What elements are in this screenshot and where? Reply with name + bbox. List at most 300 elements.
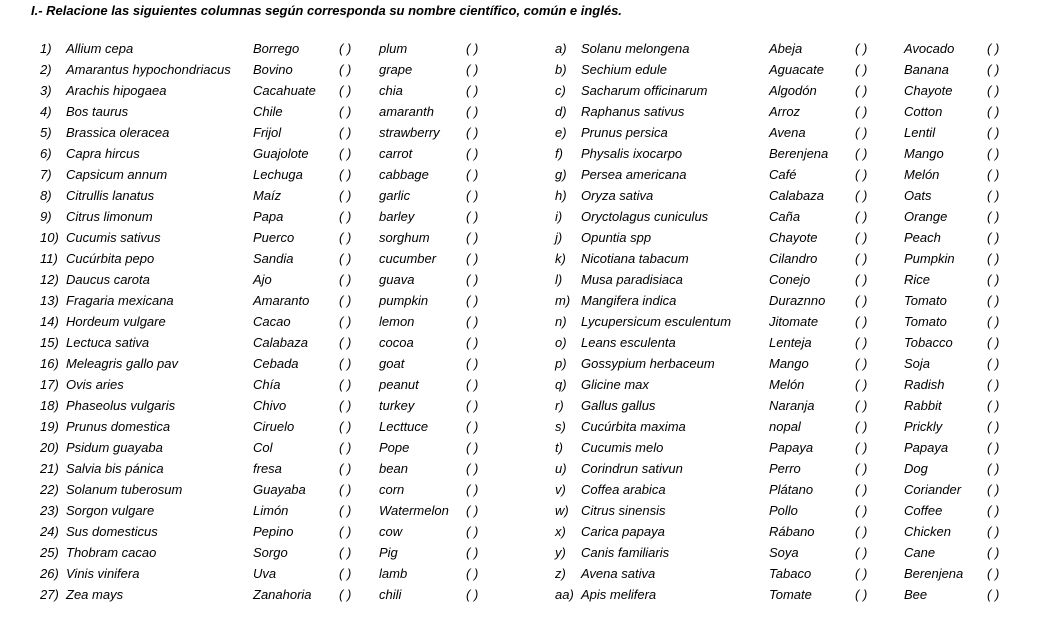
scientific-name: Citrus limonum [66, 209, 153, 224]
answer-blank-english[interactable]: ( ) [466, 251, 479, 266]
answer-blank-common[interactable]: ( ) [855, 41, 868, 56]
answer-blank-spanish[interactable]: ( ) [339, 251, 352, 266]
answer-blank-common[interactable]: ( ) [855, 188, 868, 203]
english-name: garlic [379, 188, 411, 203]
english-name-b: Rice [904, 272, 931, 287]
answer-blank-english-b[interactable]: ( ) [987, 146, 1000, 161]
answer-blank-english-b[interactable]: ( ) [987, 251, 1000, 266]
answer-blank-english-b[interactable]: ( ) [987, 398, 1000, 413]
item-number: 3) [40, 83, 52, 98]
table-row [0, 143, 1045, 164]
table-row [0, 122, 1045, 143]
common-name: Melón [769, 377, 805, 392]
english-name: Pope [379, 440, 410, 455]
spanish-name: Chivo [253, 398, 287, 413]
answer-blank-spanish[interactable]: ( ) [339, 356, 352, 371]
scientific-name-b: Cucumis melo [581, 440, 664, 455]
english-name: turkey [379, 398, 415, 413]
scientific-name: Capra hircus [66, 146, 140, 161]
answer-blank-spanish[interactable]: ( ) [339, 83, 352, 98]
item-letter: m) [555, 293, 571, 308]
scientific-name-b: Carica papaya [581, 524, 665, 539]
scientific-name-b: Avena sativa [581, 566, 656, 581]
scientific-name-b: Oryza sativa [581, 188, 654, 203]
item-number: 24) [40, 524, 59, 539]
spanish-name: Zanahoria [253, 587, 312, 602]
answer-blank-english[interactable]: ( ) [466, 587, 479, 602]
table-row [0, 479, 1045, 500]
scientific-name: Cucúrbita pepo [66, 251, 155, 266]
answer-blank-english-b[interactable]: ( ) [987, 104, 1000, 119]
english-name: guava [379, 272, 415, 287]
spanish-name: Borrego [253, 41, 300, 56]
scientific-name-b: Musa paradisiaca [581, 272, 683, 287]
answer-blank-english[interactable]: ( ) [466, 398, 479, 413]
item-number: 18) [40, 398, 59, 413]
answer-blank-spanish[interactable]: ( ) [339, 209, 352, 224]
table-row [0, 374, 1045, 395]
item-number: 27) [40, 587, 59, 602]
answer-blank-english[interactable]: ( ) [466, 440, 479, 455]
scientific-name: Sorgon vulgare [66, 503, 155, 518]
answer-blank-english-b[interactable]: ( ) [987, 293, 1000, 308]
item-letter: z) [555, 566, 566, 581]
item-letter: s) [555, 419, 566, 434]
answer-blank-english-b[interactable]: ( ) [987, 566, 1000, 581]
answer-blank-common[interactable]: ( ) [855, 230, 868, 245]
answer-blank-english-b[interactable]: ( ) [987, 377, 1000, 392]
english-name-b: Melón [904, 167, 940, 182]
spanish-name: Maíz [253, 188, 282, 203]
table-row [0, 332, 1045, 353]
table-row [0, 185, 1045, 206]
table-row [0, 164, 1045, 185]
answer-blank-common[interactable]: ( ) [855, 335, 868, 350]
item-letter: a) [555, 41, 567, 56]
english-name-b: Berenjena [904, 566, 964, 581]
english-name: pumpkin [379, 293, 429, 308]
item-letter: k) [555, 251, 566, 266]
item-number: 4) [40, 104, 52, 119]
item-number: 14) [40, 314, 59, 329]
answer-blank-common[interactable]: ( ) [855, 566, 868, 581]
common-name: Lenteja [769, 335, 812, 350]
item-number: 6) [40, 146, 52, 161]
item-letter: i) [555, 209, 563, 224]
answer-blank-english[interactable]: ( ) [466, 377, 479, 392]
answer-blank-english[interactable]: ( ) [466, 524, 479, 539]
answer-blank-common[interactable]: ( ) [855, 503, 868, 518]
scientific-name-b: Solanu melongena [581, 41, 690, 56]
item-letter: x) [555, 524, 566, 539]
answer-blank-english[interactable]: ( ) [466, 272, 479, 287]
scientific-name-b: Canis familiaris [581, 545, 670, 560]
item-letter: c) [555, 83, 566, 98]
table-row [0, 416, 1045, 437]
answer-blank-spanish[interactable]: ( ) [339, 314, 352, 329]
english-name: carrot [379, 146, 413, 161]
english-name-b: Cane [904, 545, 936, 560]
spanish-name: Calabaza [253, 335, 308, 350]
item-number: 19) [40, 419, 59, 434]
answer-blank-english-b[interactable]: ( ) [987, 314, 1000, 329]
table-row [0, 248, 1045, 269]
answer-blank-english-b[interactable]: ( ) [987, 545, 1000, 560]
answer-blank-common[interactable]: ( ) [855, 398, 868, 413]
spanish-name: Uva [253, 566, 277, 581]
english-name-b: Peach [904, 230, 941, 245]
answer-blank-english[interactable]: ( ) [466, 335, 479, 350]
answer-blank-english[interactable]: ( ) [466, 125, 479, 140]
page-title: I.- Relacione las siguientes columnas según corresponda su nombre científico, común e inglés. [31, 3, 622, 18]
scientific-name-b: Sacharum officinarum [581, 83, 708, 98]
answer-blank-english-b[interactable]: ( ) [987, 482, 1000, 497]
answer-blank-english[interactable]: ( ) [466, 503, 479, 518]
answer-blank-common[interactable]: ( ) [855, 272, 868, 287]
table-row [0, 269, 1045, 290]
scientific-name: Thobram cacao [66, 545, 157, 560]
answer-blank-spanish[interactable]: ( ) [339, 503, 352, 518]
item-letter: aa) [555, 587, 574, 602]
english-name-b: Soja [904, 356, 931, 371]
answer-blank-spanish[interactable]: ( ) [339, 41, 352, 56]
table-row [0, 500, 1045, 521]
table-row [0, 206, 1045, 227]
english-name: chili [379, 587, 402, 602]
english-name: cabbage [379, 167, 429, 182]
answer-blank-spanish[interactable]: ( ) [339, 188, 352, 203]
english-name: cocoa [379, 335, 414, 350]
english-name: cucumber [379, 251, 437, 266]
english-name: amaranth [379, 104, 434, 119]
english-name-b: Radish [904, 377, 945, 392]
table-row [0, 542, 1045, 563]
english-name-b: Coriander [904, 482, 962, 497]
scientific-name: Hordeum vulgare [66, 314, 166, 329]
spanish-name: Bovino [253, 62, 293, 77]
item-letter: p) [555, 356, 567, 371]
scientific-name-b: Gossypium herbaceum [581, 356, 715, 371]
item-number: 2) [40, 62, 52, 77]
item-letter: t) [555, 440, 563, 455]
answer-blank-spanish[interactable]: ( ) [339, 461, 352, 476]
answer-blank-spanish[interactable]: ( ) [339, 230, 352, 245]
common-name: Calabaza [769, 188, 824, 203]
answer-blank-english[interactable]: ( ) [466, 566, 479, 581]
answer-blank-english-b[interactable]: ( ) [987, 125, 1000, 140]
scientific-name: Salvia bis pánica [66, 461, 164, 476]
item-number: 20) [40, 440, 59, 455]
common-name: nopal [769, 419, 801, 434]
spanish-name: Frijol [253, 125, 282, 140]
table-row [0, 521, 1045, 542]
answer-blank-spanish[interactable]: ( ) [339, 377, 352, 392]
answer-blank-spanish[interactable]: ( ) [339, 125, 352, 140]
answer-blank-spanish[interactable]: ( ) [339, 440, 352, 455]
english-name: sorghum [379, 230, 430, 245]
answer-blank-english[interactable]: ( ) [466, 62, 479, 77]
item-number: 25) [40, 545, 59, 560]
scientific-name: Ovis aries [66, 377, 124, 392]
english-name-b: Mango [904, 146, 944, 161]
answer-blank-spanish[interactable]: ( ) [339, 62, 352, 77]
answer-blank-common[interactable]: ( ) [855, 440, 868, 455]
scientific-name: Psidum guayaba [66, 440, 163, 455]
english-name: lamb [379, 566, 408, 581]
answer-blank-english-b[interactable]: ( ) [987, 188, 1000, 203]
english-name-b: Chayote [904, 83, 953, 98]
item-number: 1) [40, 41, 52, 56]
answer-blank-english[interactable]: ( ) [466, 419, 479, 434]
answer-blank-english[interactable]: ( ) [466, 188, 479, 203]
scientific-name-b: Mangifera indica [581, 293, 677, 308]
scientific-name: Solanum tuberosum [66, 482, 183, 497]
english-name-b: Cotton [904, 104, 943, 119]
item-letter: q) [555, 377, 567, 392]
spanish-name: Amaranto [253, 293, 310, 308]
answer-blank-common[interactable]: ( ) [855, 419, 868, 434]
item-number: 13) [40, 293, 59, 308]
common-name: Cilandro [769, 251, 818, 266]
common-name: Café [769, 167, 797, 182]
item-number: 21) [40, 461, 59, 476]
table-row [0, 353, 1045, 374]
scientific-name-b: Corindrun sativun [581, 461, 683, 476]
common-name: Avena [769, 125, 806, 140]
answer-blank-common[interactable]: ( ) [855, 377, 868, 392]
answer-blank-english[interactable]: ( ) [466, 83, 479, 98]
common-name: Aguacate [769, 62, 824, 77]
english-name: barley [379, 209, 415, 224]
spanish-name: Pepino [253, 524, 294, 539]
answer-blank-english-b[interactable]: ( ) [987, 587, 1000, 602]
answer-blank-english-b[interactable]: ( ) [987, 524, 1000, 539]
english-name-b: Orange [904, 209, 948, 224]
answer-blank-english-b[interactable]: ( ) [987, 62, 1000, 77]
answer-blank-english-b[interactable]: ( ) [987, 230, 1000, 245]
item-letter: n) [555, 314, 567, 329]
spanish-name: Cacao [253, 314, 291, 329]
scientific-name-b: Gallus gallus [581, 398, 656, 413]
table-row [0, 563, 1045, 584]
common-name: Algodón [769, 83, 817, 98]
spanish-name: Cacahuate [253, 83, 316, 98]
english-name: Pig [379, 545, 398, 560]
scientific-name-b: Cucúrbita maxima [581, 419, 686, 434]
answer-blank-spanish[interactable]: ( ) [339, 482, 352, 497]
scientific-name-b: Prunus persica [581, 125, 668, 140]
common-name: Abeja [769, 41, 803, 56]
english-name-b: Tomato [904, 293, 947, 308]
answer-blank-english[interactable]: ( ) [466, 167, 479, 182]
item-number: 8) [40, 188, 52, 203]
table-row [0, 395, 1045, 416]
spanish-name: Cebada [253, 356, 299, 371]
answer-blank-common[interactable]: ( ) [855, 314, 868, 329]
scientific-name: Phaseolus vulgaris [66, 398, 176, 413]
english-name-b: Dog [904, 461, 928, 476]
answer-blank-common[interactable]: ( ) [855, 356, 868, 371]
item-number: 10) [40, 230, 59, 245]
item-letter: e) [555, 125, 567, 140]
scientific-name: Lectuca sativa [66, 335, 150, 350]
spanish-name: Col [253, 440, 273, 455]
answer-blank-common[interactable]: ( ) [855, 167, 868, 182]
answer-blank-common[interactable]: ( ) [855, 293, 868, 308]
english-name: strawberry [379, 125, 440, 140]
spanish-name: Sorgo [253, 545, 288, 560]
english-name: Lecttuce [379, 419, 429, 434]
spanish-name: Ajo [253, 272, 272, 287]
common-name: Rábano [769, 524, 815, 539]
common-name: Naranja [769, 398, 815, 413]
english-name-b: Prickly [904, 419, 943, 434]
answer-blank-english[interactable]: ( ) [466, 356, 479, 371]
answer-blank-common[interactable]: ( ) [855, 461, 868, 476]
answer-blank-english[interactable]: ( ) [466, 146, 479, 161]
item-letter: l) [555, 272, 563, 287]
item-letter: o) [555, 335, 567, 350]
english-name: Watermelon [379, 503, 449, 518]
item-letter: r) [555, 398, 564, 413]
common-name: Caña [769, 209, 801, 224]
english-name: bean [379, 461, 408, 476]
item-number: 16) [40, 356, 59, 371]
item-number: 23) [40, 503, 59, 518]
answer-blank-spanish[interactable]: ( ) [339, 566, 352, 581]
common-name: Perro [769, 461, 801, 476]
english-name-b: Pumpkin [904, 251, 955, 266]
answer-blank-common[interactable]: ( ) [855, 251, 868, 266]
item-letter: g) [555, 167, 567, 182]
item-letter: v) [555, 482, 566, 497]
answer-blank-english-b[interactable]: ( ) [987, 209, 1000, 224]
table-row [0, 458, 1045, 479]
answer-blank-english[interactable]: ( ) [466, 314, 479, 329]
scientific-name: Meleagris gallo pav [66, 356, 179, 371]
scientific-name: Cucumis sativus [66, 230, 161, 245]
item-number: 12) [40, 272, 59, 287]
spanish-name: Guajolote [253, 146, 309, 161]
english-name-b: Coffee [904, 503, 943, 518]
item-number: 22) [40, 482, 59, 497]
english-name-b: Papaya [904, 440, 949, 455]
answer-blank-english-b[interactable]: ( ) [987, 356, 1000, 371]
common-name: Papaya [769, 440, 814, 455]
item-letter: b) [555, 62, 567, 77]
answer-blank-english-b[interactable]: ( ) [987, 272, 1000, 287]
english-name: corn [379, 482, 405, 497]
english-name: cow [379, 524, 403, 539]
scientific-name-b: Nicotiana tabacum [581, 251, 689, 266]
scientific-name: Brassica oleracea [66, 125, 170, 140]
answer-blank-spanish[interactable]: ( ) [339, 104, 352, 119]
answer-blank-common[interactable]: ( ) [855, 146, 868, 161]
answer-blank-english[interactable]: ( ) [466, 230, 479, 245]
answer-blank-english[interactable]: ( ) [466, 104, 479, 119]
answer-blank-spanish[interactable]: ( ) [339, 524, 352, 539]
english-name-b: Tobacco [904, 335, 953, 350]
scientific-name-b: Apis melifera [581, 587, 657, 602]
scientific-name: Sus domesticus [66, 524, 158, 539]
answer-blank-common[interactable]: ( ) [855, 524, 868, 539]
answer-blank-spanish[interactable]: ( ) [339, 272, 352, 287]
english-name-b: Oats [904, 188, 932, 203]
scientific-name: Allium cepa [66, 41, 134, 56]
answer-blank-english[interactable]: ( ) [466, 209, 479, 224]
scientific-name: Citrullis lanatus [66, 188, 155, 203]
answer-blank-common[interactable]: ( ) [855, 104, 868, 119]
answer-blank-spanish[interactable]: ( ) [339, 167, 352, 182]
table-row [0, 38, 1045, 59]
common-name: Plátano [769, 482, 814, 497]
table-row [0, 290, 1045, 311]
answer-blank-common[interactable]: ( ) [855, 545, 868, 560]
scientific-name-b: Opuntia spp [581, 230, 652, 245]
spanish-name: Chía [253, 377, 281, 392]
answer-blank-spanish[interactable]: ( ) [339, 419, 352, 434]
answer-blank-english-b[interactable]: ( ) [987, 167, 1000, 182]
answer-blank-english-b[interactable]: ( ) [987, 503, 1000, 518]
spanish-name: Lechuga [253, 167, 303, 182]
spanish-name: Sandia [253, 251, 294, 266]
answer-blank-spanish[interactable]: ( ) [339, 587, 352, 602]
answer-blank-common[interactable]: ( ) [855, 209, 868, 224]
answer-blank-spanish[interactable]: ( ) [339, 146, 352, 161]
answer-blank-spanish[interactable]: ( ) [339, 398, 352, 413]
scientific-name: Daucus carota [66, 272, 150, 287]
answer-blank-common[interactable]: ( ) [855, 482, 868, 497]
english-name: peanut [379, 377, 419, 392]
spanish-name: Puerco [253, 230, 295, 245]
english-name-b: Avocado [904, 41, 955, 56]
item-number: 7) [40, 167, 52, 182]
common-name: Berenjena [769, 146, 829, 161]
answer-blank-english[interactable]: ( ) [466, 293, 479, 308]
answer-blank-spanish[interactable]: ( ) [339, 545, 352, 560]
answer-blank-english-b[interactable]: ( ) [987, 335, 1000, 350]
answer-blank-english[interactable]: ( ) [466, 482, 479, 497]
answer-blank-common[interactable]: ( ) [855, 125, 868, 140]
table-row [0, 584, 1045, 605]
answer-blank-english-b[interactable]: ( ) [987, 419, 1000, 434]
common-name: Conejo [769, 272, 811, 287]
answer-blank-english[interactable]: ( ) [466, 545, 479, 560]
spanish-name: fresa [253, 461, 282, 476]
table-row [0, 101, 1045, 122]
answer-blank-english-b[interactable]: ( ) [987, 83, 1000, 98]
answer-blank-english[interactable]: ( ) [466, 41, 479, 56]
answer-blank-spanish[interactable]: ( ) [339, 293, 352, 308]
answer-blank-english-b[interactable]: ( ) [987, 461, 1000, 476]
scientific-name-b: Citrus sinensis [581, 503, 666, 518]
english-name: chia [379, 83, 403, 98]
answer-blank-spanish[interactable]: ( ) [339, 335, 352, 350]
answer-blank-english-b[interactable]: ( ) [987, 41, 1000, 56]
english-name-b: Tomato [904, 314, 947, 329]
answer-blank-common[interactable]: ( ) [855, 587, 868, 602]
answer-blank-common[interactable]: ( ) [855, 83, 868, 98]
spanish-name: Chile [253, 104, 283, 119]
item-letter: h) [555, 188, 567, 203]
common-name: Soya [769, 545, 799, 560]
answer-blank-english-b[interactable]: ( ) [987, 440, 1000, 455]
answer-blank-common[interactable]: ( ) [855, 62, 868, 77]
scientific-name-b: Coffea arabica [581, 482, 666, 497]
english-name-b: Bee [904, 587, 928, 602]
answer-blank-english[interactable]: ( ) [466, 461, 479, 476]
scientific-name-b: Raphanus sativus [581, 104, 685, 119]
